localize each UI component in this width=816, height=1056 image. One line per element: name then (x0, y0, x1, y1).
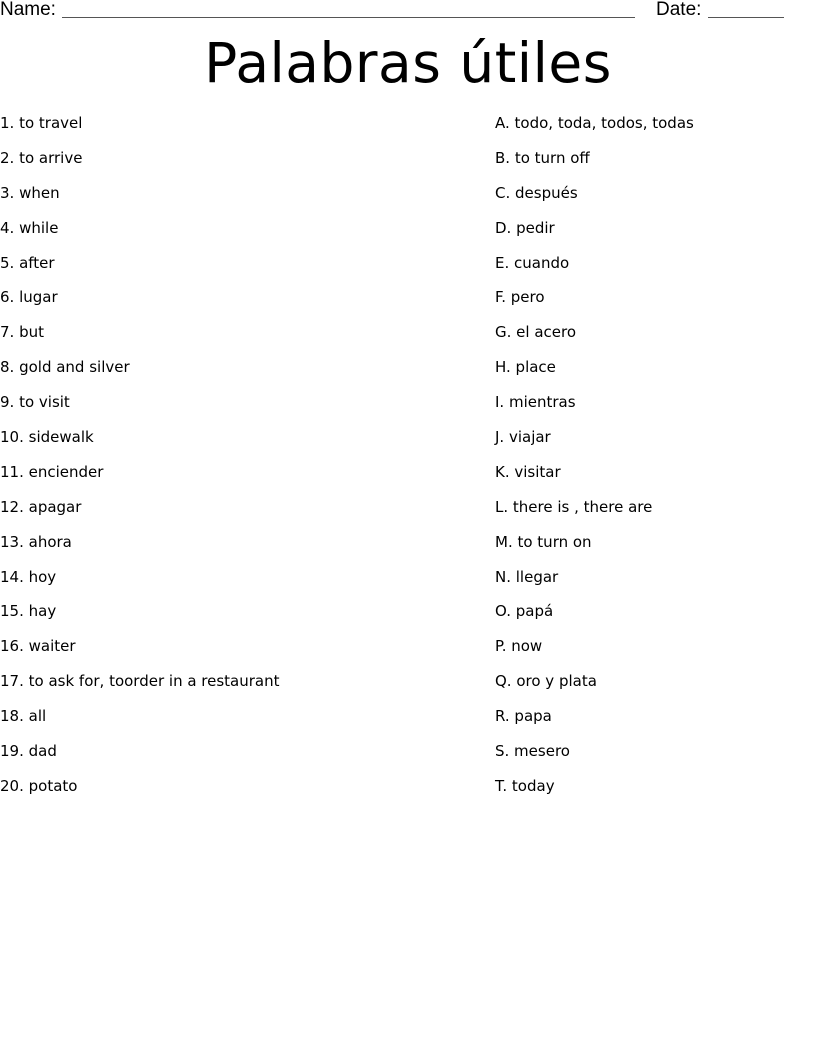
answer-item: M. to turn on (495, 532, 592, 551)
clue-item: 10. sidewalk (0, 428, 94, 447)
answer-item: I. mientras (495, 393, 576, 412)
clue-item: 5. after (0, 253, 55, 272)
clue-item: 11. enciender (0, 462, 104, 481)
answer-item: S. mesero (495, 742, 570, 761)
date-label: Date: (656, 0, 702, 20)
answer-item: L. there is , there are (495, 497, 653, 516)
answer-item: G. el acero (495, 323, 577, 342)
answer-item: T. today (495, 776, 555, 795)
answer-item: C. después (495, 183, 578, 202)
answer-item: Q. oro y plata (495, 672, 597, 691)
answer-list (495, 112, 815, 810)
clue-item: 18. all (0, 707, 47, 726)
clue-item: 20. potato (0, 776, 78, 795)
clue-item: 4. while (0, 218, 59, 237)
name-blank-line[interactable] (62, 0, 635, 18)
answer-item: D. pedir (495, 218, 555, 237)
answer-item: R. papa (495, 707, 552, 726)
clue-item: 15. hay (0, 602, 57, 621)
clue-list (0, 112, 480, 810)
clue-item: 14. hoy (0, 567, 57, 586)
clue-item: 8. gold and silver (0, 358, 130, 377)
answer-item: E. cuando (495, 253, 570, 272)
answer-item: P. now (495, 637, 543, 656)
clue-item: 1. to travel (0, 114, 83, 132)
answer-item: O. papá (495, 602, 554, 621)
clue-item: 17. to ask for, toorder in a restaurant (0, 672, 280, 691)
clue-item: 13. ahora (0, 532, 72, 551)
worksheet-header (0, 0, 816, 24)
answer-item: H. place (495, 358, 556, 377)
clue-item: 16. waiter (0, 637, 76, 656)
date-blank-line[interactable] (708, 0, 784, 18)
answer-item: A. todo, toda, todos, todas (495, 114, 694, 132)
answer-item: K. visitar (495, 462, 561, 481)
clue-item: 12. apagar (0, 497, 82, 516)
answer-item: B. to turn off (495, 148, 590, 167)
answer-item: N. llegar (495, 567, 559, 586)
name-label: Name: (0, 0, 56, 20)
answer-item: J. viajar (495, 428, 551, 447)
clue-item: 7. but (0, 323, 44, 342)
clue-item: 6. lugar (0, 288, 58, 307)
clue-item: 3. when (0, 183, 60, 202)
clue-item: 19. dad (0, 742, 57, 761)
clue-item: 9. to visit (0, 393, 70, 412)
answer-item: F. pero (495, 288, 545, 307)
clue-item: 2. to arrive (0, 148, 83, 167)
page-title: Palabras útiles (204, 31, 612, 95)
